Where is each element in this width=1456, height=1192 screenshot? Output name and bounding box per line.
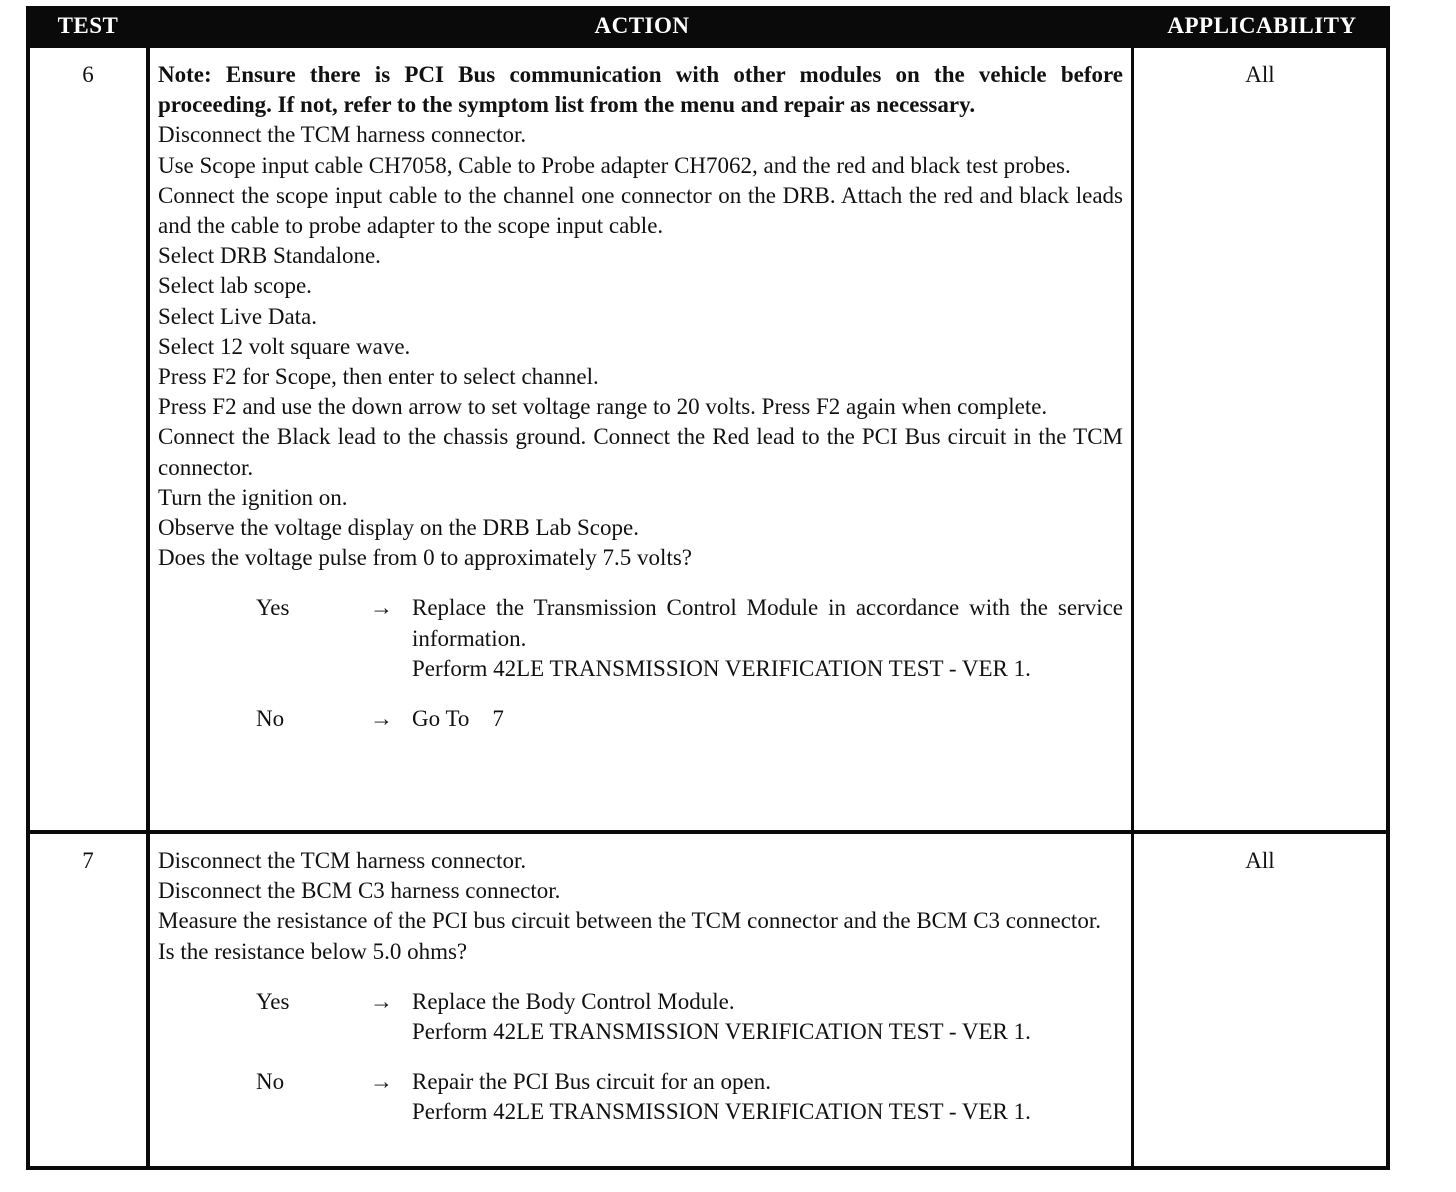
row-6-applicability: All	[1134, 48, 1386, 830]
row-6-step: Turn the ignition on.	[158, 484, 348, 510]
row-6-step: Select lab scope.	[158, 273, 312, 299]
header-applicability: APPLICABILITY	[1167, 13, 1357, 38]
yes-label: Yes	[256, 988, 290, 1014]
row-6-step: Select 12 volt square wave.	[158, 333, 411, 359]
row-7-applicability: All	[1134, 834, 1386, 1166]
yes-line: Replace the Transmission Control Module in accordance with the service information.	[412, 595, 1123, 651]
row-6-question: Does the voltage pulse from 0 to approximately 7.5 volts?	[158, 545, 692, 571]
no-line: Perform 42LE TRANSMISSION VERIFICATION TEST - VER 1.	[412, 1099, 1031, 1125]
yes-line: Perform 42LE TRANSMISSION VERIFICATION TEST - VER 1.	[412, 655, 1031, 681]
row-6-step: Connect the scope input cable to the channel one connector on the DRB. Attach the red and black leads and the cable to probe adapter to the scope input cable.	[158, 182, 1123, 239]
row-7-no-result	[256, 1067, 1123, 1127]
row-6-test-number: 6	[30, 48, 146, 830]
row-6-step: Press F2 and use the down arrow to set voltage range to 20 volts. Press F2 again when complete.	[158, 394, 1048, 420]
row-7-yes-result	[256, 987, 1123, 1047]
row-6-step: Select Live Data.	[158, 303, 318, 329]
arrow-right-icon: →	[370, 706, 393, 732]
arrow-right-icon: →	[370, 988, 393, 1014]
row-6-no-result	[256, 704, 1123, 734]
row-6-step: Press F2 for Scope, then enter to select channel.	[158, 364, 599, 390]
yes-line: Perform 42LE TRANSMISSION VERIFICATION TEST - VER 1.	[412, 1019, 1031, 1045]
row-7-step: Disconnect the TCM harness connector.	[158, 848, 527, 873]
arrow-right-icon: →	[370, 595, 393, 621]
row-7-step: Disconnect the BCM C3 harness connector.	[158, 878, 561, 904]
row-6-yes-result	[256, 593, 1123, 684]
header-test: TEST	[57, 13, 119, 38]
no-line: Repair the PCI Bus circuit for an open.	[412, 1069, 771, 1095]
yes-line: Replace the Body Control Module.	[412, 988, 735, 1014]
yes-label: Yes	[256, 595, 290, 621]
row-6-step: Use Scope input cable CH7058, Cable to Probe adapter CH7062, and the red and black test probes.	[158, 152, 1071, 178]
row-7-step: Measure the resistance of the PCI bus circuit between the TCM connector and the BCM C3 connector.	[158, 908, 1101, 934]
no-label: No	[256, 1069, 285, 1095]
row-7-test-number: 7	[30, 834, 146, 1166]
row-7-action	[150, 834, 1131, 1166]
arrow-right-icon: →	[370, 1069, 393, 1095]
row-6-step: Disconnect the TCM harness connector.	[158, 122, 527, 148]
no-line: Go To 7	[412, 706, 504, 732]
row-6-step: Connect the Black lead to the chassis ground. Connect the Red lead to the PCI Bus circuit in the TCM connector.	[158, 424, 1123, 480]
row-7-question: Is the resistance below 5.0 ohms?	[158, 938, 468, 964]
row-6-step: Select DRB Standalone.	[158, 243, 381, 269]
diagnostic-table	[26, 6, 1390, 1170]
header-action: ACTION	[594, 13, 690, 38]
row-6-note: Note: Ensure there is PCI Bus communication with other modules on the vehicle before proceeding. If not, refer to the symptom list from the menu and repair as necessary.	[158, 62, 1123, 118]
no-label: No	[256, 706, 285, 732]
row-6-action	[150, 48, 1131, 830]
row-6-step: Observe the voltage display on the DRB Lab Scope.	[158, 515, 639, 541]
